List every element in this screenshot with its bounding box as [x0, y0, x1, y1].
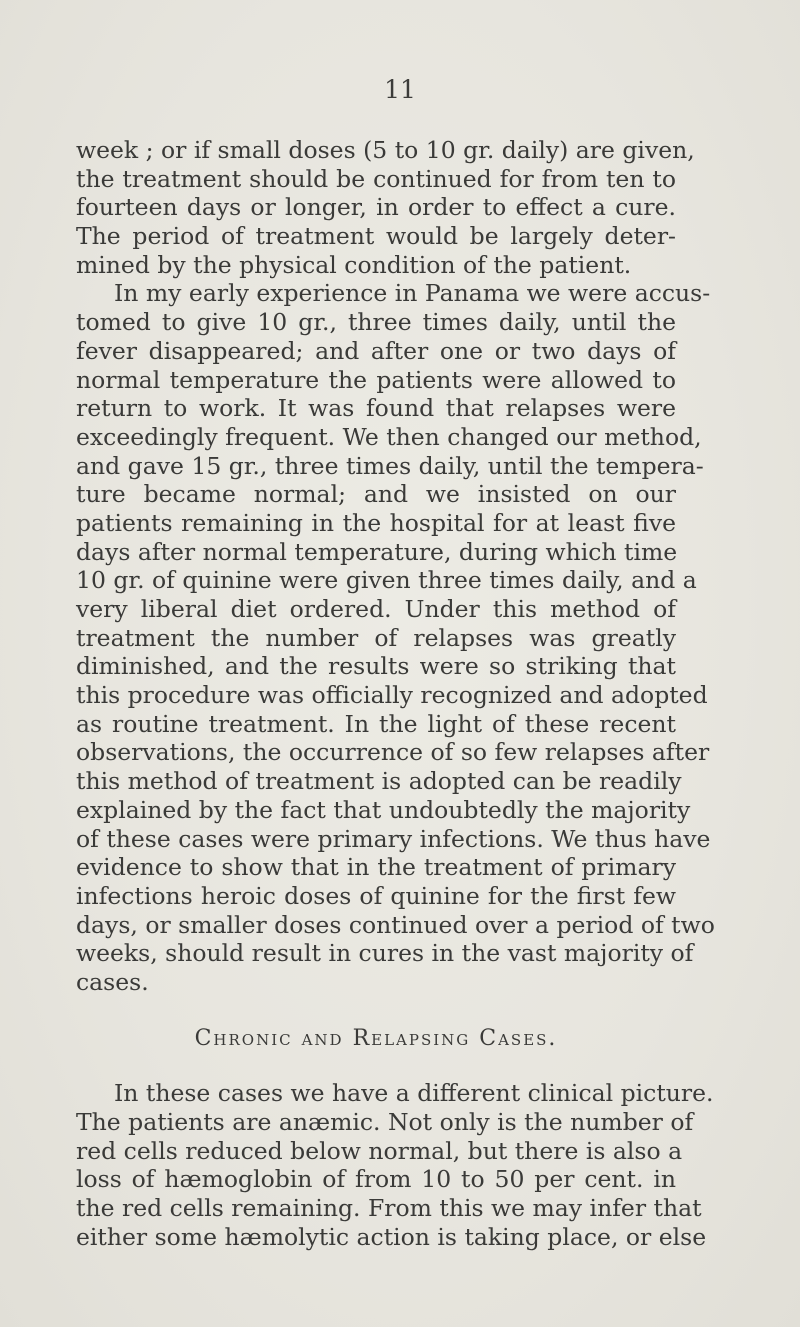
- text-line: The patients are anæmic. Not only is the number of: [76, 1108, 694, 1136]
- text-line: diminished, and the results were so striking that: [76, 652, 676, 681]
- text-line: weeks, should result in cures in the vast majority of: [76, 939, 694, 968]
- paragraph-2: [76, 279, 715, 996]
- text-line: In my early experience in Panama we were accus-: [114, 279, 711, 308]
- text-line: patients remaining in the hospital for at least five: [76, 508, 676, 537]
- text-line: 10 gr. of quinine were given three times daily, and a: [76, 566, 697, 595]
- text-line: and gave 15 gr., three times daily, until the tempera-: [76, 451, 704, 480]
- text-line: normal temperature the patients were allowed to: [76, 365, 676, 394]
- text-line: week ; or if small doses (5 to 10 gr. daily) are given,: [76, 136, 695, 164]
- text-line: observations, the occurrence of so few relapses after: [76, 738, 710, 767]
- text-line: very liberal diet ordered. Under this method of: [76, 595, 676, 623]
- text-line: mined by the physical condition of the patient.: [76, 250, 632, 279]
- text-line: loss of hæmoglobin of from 10 to 50 per cent. in: [76, 1165, 676, 1194]
- text-line: fever disappeared; and after one or two days of: [76, 336, 676, 365]
- paragraph-1: [76, 136, 695, 279]
- text-line: return to work. It was found that relapses were: [76, 394, 676, 423]
- text-line: cases.: [76, 967, 149, 996]
- text-line: as routine treatment. In the light of these recent: [76, 709, 676, 738]
- text-line: this procedure was officially recognized and adopted: [76, 681, 708, 710]
- text-line: ture became normal; and we insisted on our: [76, 480, 676, 509]
- body-text: [76, 136, 715, 1251]
- text-line: In these cases we have a different clinical picture.: [114, 1079, 714, 1108]
- text-line: evidence to show that in the treatment of primary: [76, 853, 676, 882]
- text-line: this method of treatment is adopted can be readily: [76, 767, 682, 796]
- text-line: exceedingly frequent. We then changed our method,: [76, 422, 702, 451]
- text-line: days after normal temperature, during which time: [76, 537, 678, 566]
- text-line: days, or smaller doses continued over a period of two: [76, 910, 715, 939]
- text-line: the red cells remaining. From this we may infer that: [76, 1194, 702, 1223]
- text-line: tomed to give 10 gr., three times daily, until the: [76, 308, 676, 337]
- text-line: either some hæmolytic action is taking place, or else: [76, 1222, 707, 1251]
- section-heading: Chronic and Relapsing Cases.: [194, 1025, 558, 1051]
- text-line: fourteen days or longer, in order to effect a cure.: [76, 193, 676, 222]
- text-line: The period of treatment would be largely deter-: [76, 222, 676, 251]
- text-line: treatment the number of relapses was greatly: [76, 623, 676, 652]
- text-line: the treatment should be continued for from ten to: [76, 164, 676, 193]
- paragraph-3: [76, 1079, 714, 1251]
- text-line: red cells reduced below normal, but there is also a: [76, 1136, 683, 1165]
- page-number: 11: [384, 75, 416, 104]
- text-line: infections heroic doses of quinine for the first few: [76, 881, 676, 910]
- text-line: explained by the fact that undoubtedly the majority: [76, 795, 691, 824]
- text-line: of these cases were primary infections. We thus have: [76, 824, 711, 853]
